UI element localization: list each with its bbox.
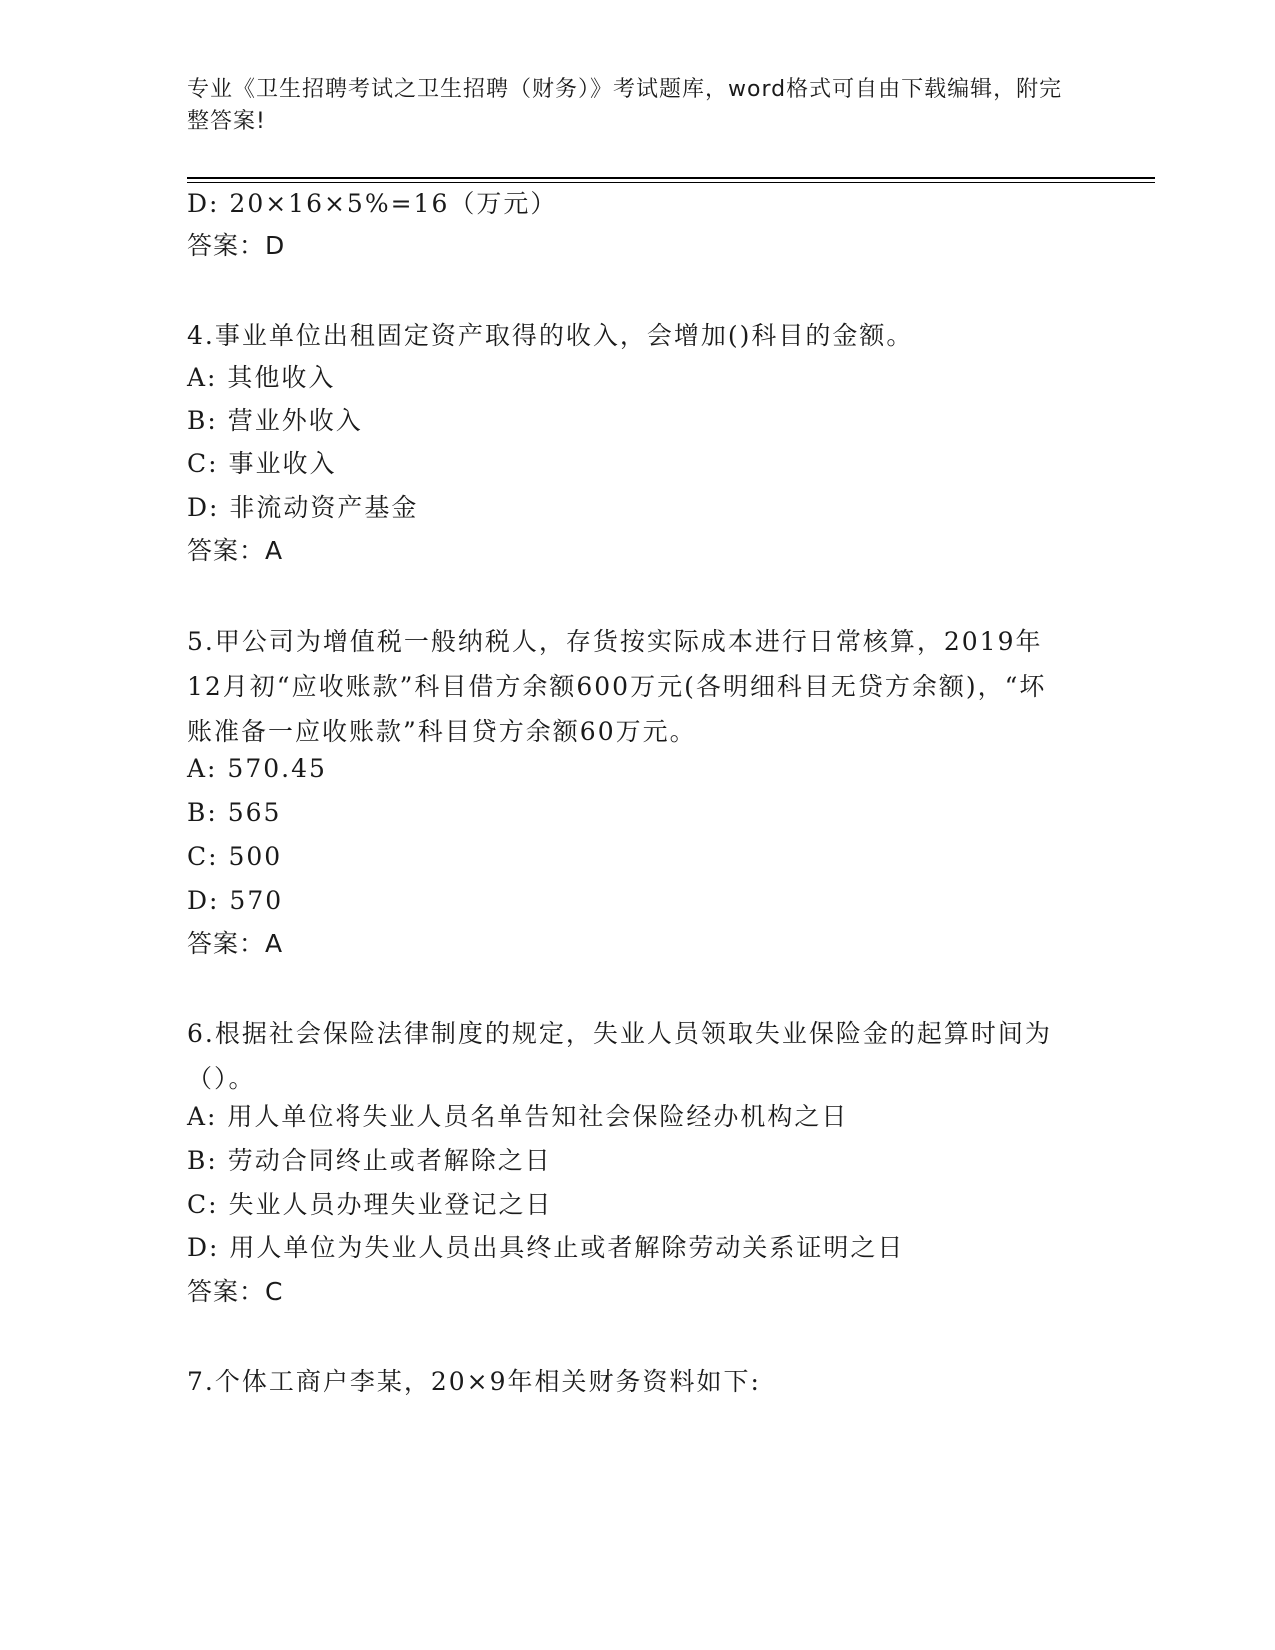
question-6-option-c: C: 失业人员办理失业登记之日	[187, 1190, 553, 1219]
question-6-option-b: B: 劳动合同终止或者解除之日	[187, 1146, 552, 1175]
question-4-option-a: A: 其他收入	[187, 363, 336, 392]
question-6-option-d: D: 用人单位为失业人员出具终止或者解除劳动关系证明之日	[187, 1233, 905, 1262]
question-4-stem: 4.事业单位出租固定资产取得的收入，会增加()科目的金额。	[187, 321, 914, 350]
question-4-answer: 答案：A	[187, 536, 284, 565]
question-5-stem: 5.甲公司为增值税一般纳税人，存货按实际成本进行日常核算，2019年12月初“应收账款”科目借方余额600万元(各明细科目无贷方余额)，“坏账准备一应收账款”科目贷方余额60万元。	[187, 627, 1047, 746]
question-5-option-c: C: 500	[187, 842, 283, 871]
question-5-option-b: B: 565	[187, 798, 282, 827]
header-rule-thin	[187, 182, 1155, 183]
document-header: 专业《卫生招聘考试之卫生招聘（财务）》考试题库，word格式可自由下载编辑，附完整答案!	[187, 77, 1063, 134]
question-7-stem: 7.个体工商户李某，20×9年相关财务资料如下:	[187, 1367, 761, 1396]
question-6-stem: 6.根据社会保险法律制度的规定，失业人员领取失业保险金的起算时间为（）。	[187, 1019, 1052, 1093]
prev-option-d: D: 20×16×5%=16（万元）	[187, 189, 558, 218]
header-rule-thick	[187, 177, 1155, 179]
question-5-option-a: A: 570.45	[187, 754, 327, 783]
question-4-option-c: C: 事业收入	[187, 449, 337, 478]
question-6-option-a: A: 用人单位将失业人员名单告知社会保险经办机构之日	[187, 1102, 849, 1131]
question-5-answer: 答案：A	[187, 929, 284, 958]
question-4-option-b: B: 营业外收入	[187, 406, 363, 435]
question-4-option-d: D: 非流动资产基金	[187, 493, 419, 522]
prev-answer: 答案：D	[187, 231, 286, 260]
question-5-option-d: D: 570	[187, 886, 284, 915]
question-6-answer: 答案：C	[187, 1277, 284, 1306]
